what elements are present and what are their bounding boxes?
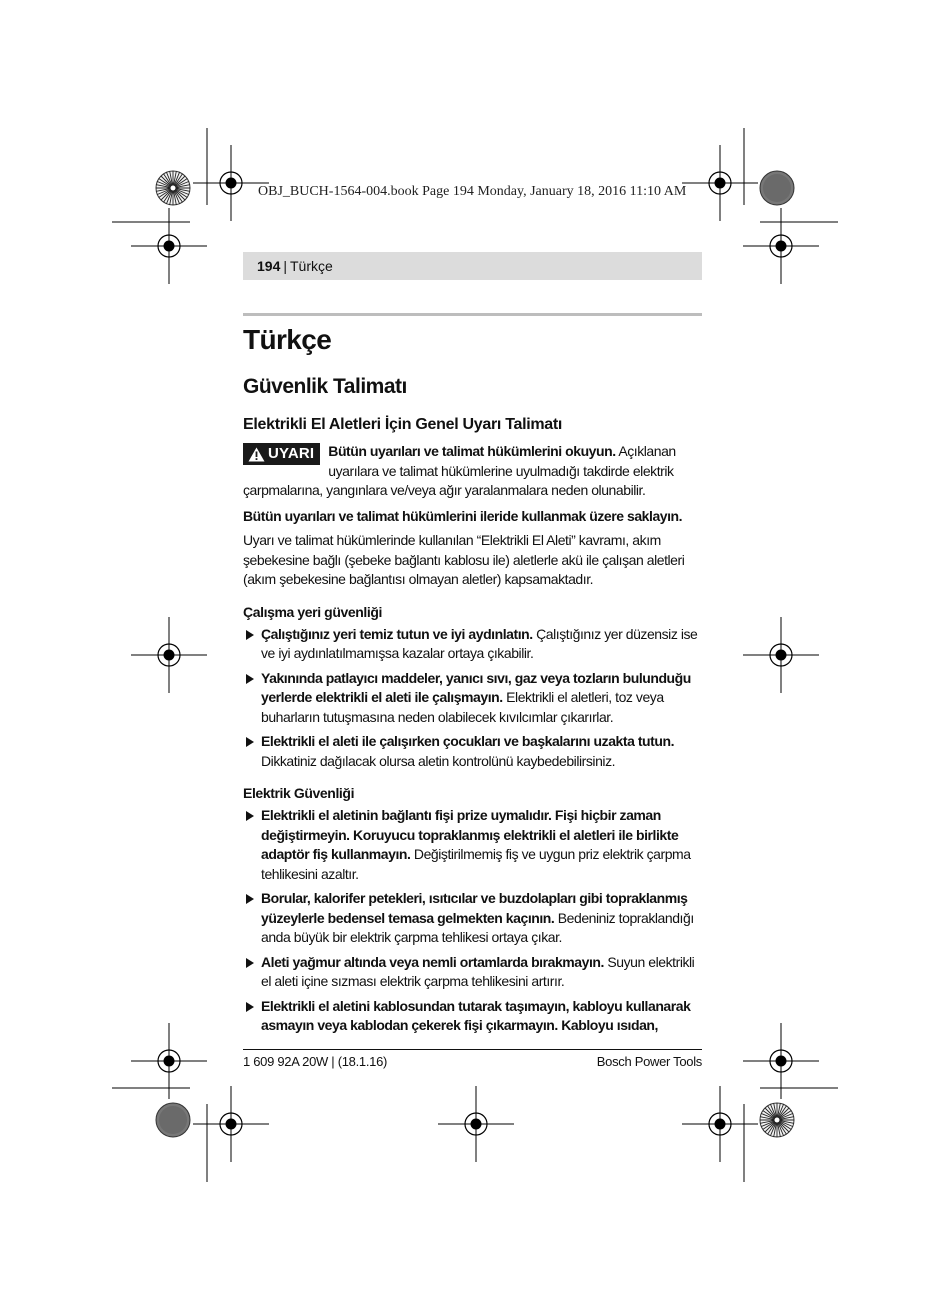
bullet-triangle-icon xyxy=(246,737,254,747)
warning-badge-label: UYARI xyxy=(268,445,315,463)
item-bold: Elektrikli el aletini kablosundan tutarak taşımayın, kabloyu kullanarak asmayın veya kablodan çekerek fişi çıkarmayın. Kabloyu ısıdan, xyxy=(261,997,691,1033)
page-footer xyxy=(243,1049,702,1069)
item-text: Çalıştığınız yer düzensiz ise ve iyi aydınlatılmamışsa kazalar ortaya çıkabilir. xyxy=(261,625,698,661)
save-note-text: Bütün uyarıları ve talimat hükümlerini ileride kullanmak üzere saklayın. xyxy=(243,507,683,524)
workplace-list xyxy=(243,625,702,772)
list-item xyxy=(243,806,702,884)
section-heading-workplace: Çalışma yeri güvenliği xyxy=(243,603,383,620)
warning-bold: Bütün uyarıları ve talimat hükümlerini okuyun. xyxy=(328,443,616,459)
bullet-triangle-icon xyxy=(246,630,254,640)
list-item xyxy=(243,669,702,728)
header-separator: | xyxy=(283,258,287,274)
section-heading-electrical: Elektrik Güvenliği xyxy=(243,785,355,801)
list-item xyxy=(243,889,702,948)
warning-text: Açıklanan uyarılara ve talimat hükümlerine uyulmadığı takdirde elektrik çarpmalarına, yangınlara ve/veya ağır yaralanmalara neden olunabilir. xyxy=(243,443,676,498)
bullet-triangle-icon xyxy=(246,1002,254,1012)
section-title: Güvenlik Talimatı xyxy=(243,375,407,398)
page-number: 194 xyxy=(257,258,281,274)
header-language: Türkçe xyxy=(290,258,333,274)
page-content xyxy=(243,252,702,1041)
definition-paragraph: Uyarı ve talimat hükümlerinde kullanılan “Elektrikli El Aleti” kavramı, akım şebekesine bağlı (şebeke bağlantı kablosu ile) aletlerle akü ile çalışan aletleri (akım şebekesine bağlantısı olmayan aletler) kapsamaktadır. xyxy=(243,532,685,587)
title-rule xyxy=(243,313,702,316)
page-title: Türkçe xyxy=(243,324,332,355)
item-bold: Elektrikli el aletinin bağlantı fişi prize uymalıdır. Fişi hiçbir zaman değiştirmeyin. Koruyucu topraklanmış elektrikli el aletleri ile birlikte adaptör fiş kullanmayın. xyxy=(261,807,679,862)
footer-brand: Bosch Power Tools xyxy=(596,1054,702,1069)
item-text: Dikkatiniz dağılacak olursa aletin kontrolünü kaybedebilirsiniz. xyxy=(261,752,616,769)
item-bold: Elektrikli el aleti ile çalışırken çocukları ve başkalarını uzakta tutun. xyxy=(261,733,675,749)
item-bold: Yakınında patlayıcı maddeler, yanıcı sıvı, gaz veya tozların bulunduğu yerlerde elektrikli el aleti ile çalışmayın. xyxy=(261,669,691,705)
item-bold: Borular, kalorifer petekleri, ısıtıcılar ve buzdolapları gibi topraklanmış yüzeylerle bedensel temasa gelmekten kaçının. xyxy=(261,890,688,926)
item-text: Bedeniniz topraklandığı anda büyük bir elektrik çarpma tehlikesi ortaya çıkar. xyxy=(261,909,694,945)
page-header xyxy=(243,252,702,280)
list-item xyxy=(243,953,702,992)
bullet-triangle-icon xyxy=(246,811,254,821)
footer-rule xyxy=(243,1049,702,1050)
slug-line: OBJ_BUCH-1564-004.book Page 194 Monday, January 18, 2016 11:10 AM xyxy=(258,184,687,199)
item-bold: Çalıştığınız yeri temiz tutun ve iyi aydınlatın. xyxy=(261,625,533,642)
item-text: Değiştirilmemiş fiş ve uygun priz elektrik çarpma tehlikesini azaltır. xyxy=(261,846,691,882)
list-item xyxy=(243,732,702,771)
bullet-triangle-icon xyxy=(246,958,254,968)
footer-doc-id: 1 609 92A 20W | (18.1.16) xyxy=(243,1054,388,1069)
bullet-triangle-icon xyxy=(246,894,254,904)
list-item xyxy=(243,997,702,1036)
electrical-list xyxy=(243,806,702,1036)
warning-badge xyxy=(243,443,320,465)
item-text: Elektrikli el aletleri, toz veya buharların tutuşmasına neden olabilecek kıvılcımlar çıkarırlar. xyxy=(261,689,664,725)
warning-paragraph xyxy=(243,442,702,501)
subsection-title: Elektrikli El Aletleri İçin Genel Uyarı Talimatı xyxy=(243,416,563,433)
item-text: Suyun elektrikli el aleti içine sızması elektrik çarpma tehlikesini artırır. xyxy=(261,953,695,989)
bullet-triangle-icon xyxy=(246,674,254,684)
item-bold: Aleti yağmur altında veya nemli ortamlarda bırakmayın. xyxy=(261,953,604,970)
list-item xyxy=(243,625,702,664)
warning-triangle-icon xyxy=(248,447,265,462)
save-note xyxy=(243,507,702,527)
